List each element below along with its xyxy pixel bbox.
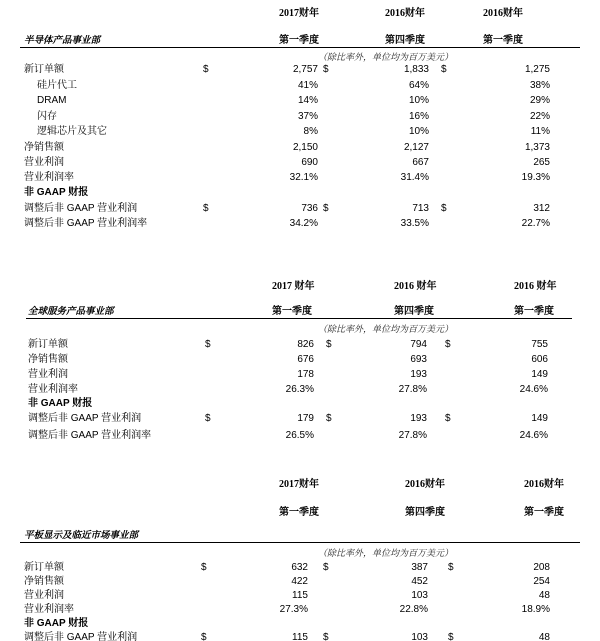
cell-value: 422 <box>291 576 308 587</box>
cell-value: 690 <box>301 157 318 168</box>
cell-value: 632 <box>291 562 308 573</box>
cell-value: 265 <box>533 157 550 168</box>
cell-value: 24.6% <box>519 430 548 441</box>
row-label: 调整后非 GAAP 营业利润 <box>24 632 138 641</box>
cell-value: 27.8% <box>398 430 427 441</box>
row-label: 闪存 <box>37 111 57 122</box>
cell-value: 10% <box>408 126 429 137</box>
row-label: 调整后非 GAAP 营业利润率 <box>24 218 148 229</box>
row-label: 硅片代工 <box>37 80 77 91</box>
cell-value: 693 <box>410 354 427 365</box>
cell-value: 193 <box>410 413 427 424</box>
cell-value: 22% <box>529 111 550 122</box>
dollar-sign: $ <box>323 203 329 214</box>
quarter-header-3: 第一季度 <box>514 306 554 317</box>
cell-value: 14% <box>297 95 318 106</box>
cell-value: 33.5% <box>400 218 429 229</box>
row-label: 营业利润 <box>28 369 68 380</box>
cell-value: 755 <box>531 339 548 350</box>
quarter-header-2: 第四季度 <box>385 35 425 46</box>
cell-value: 18.9% <box>521 604 550 615</box>
cell-value: 208 <box>533 562 550 573</box>
cell-value: 16% <box>408 111 429 122</box>
unit-note: （除比率外，单位均为百万美元） <box>318 52 454 62</box>
section-title: 半导体产品事业部 <box>24 36 101 46</box>
cell-value: 193 <box>410 369 427 380</box>
quarter-header-1: 第一季度 <box>272 306 312 317</box>
dollar-sign: $ <box>441 203 447 214</box>
unit-note: （除比率外，单位均为百万美元） <box>318 324 454 334</box>
section-title: 平板显示及临近市场事业部 <box>24 531 139 541</box>
quarter-header-2: 第四季度 <box>394 306 434 317</box>
dollar-sign: $ <box>203 64 209 75</box>
row-label: 逻辑芯片及其它 <box>37 126 107 137</box>
cell-value: 103 <box>411 632 428 641</box>
row-label: 非 GAAP 财报 <box>24 618 89 629</box>
cell-value: 103 <box>411 590 428 601</box>
year-header-1: 2017财年 <box>279 8 319 19</box>
row-label: 调整后非 GAAP 营业利润 <box>28 413 142 424</box>
quarter-header-2: 第四季度 <box>405 507 445 518</box>
year-header-2: 2016 财年 <box>394 281 437 292</box>
year-header-1: 2017财年 <box>279 479 319 490</box>
cell-value: 2,150 <box>292 142 318 153</box>
dollar-sign: $ <box>205 413 211 424</box>
cell-value: 38% <box>529 80 550 91</box>
row-label: 营业利润率 <box>24 172 74 183</box>
row-label: 新订单额 <box>28 339 68 350</box>
cell-value: 2,757 <box>292 64 318 75</box>
cell-value: 24.6% <box>519 384 548 395</box>
dollar-sign: $ <box>326 339 332 350</box>
cell-value: 115 <box>292 590 308 601</box>
row-label: DRAM <box>37 95 67 106</box>
year-header-2: 2016财年 <box>405 479 445 490</box>
cell-value: 19.3% <box>521 172 550 183</box>
cell-value: 1,373 <box>524 142 550 153</box>
year-header-3: 2016财年 <box>524 479 564 490</box>
cell-value: 11% <box>530 126 550 137</box>
cell-value: 22.8% <box>399 604 428 615</box>
dollar-sign: $ <box>323 632 329 641</box>
year-header-1: 2017 财年 <box>272 281 315 292</box>
dollar-sign: $ <box>323 562 329 573</box>
cell-value: 41% <box>297 80 318 91</box>
row-label: 新订单额 <box>24 562 64 573</box>
cell-value: 826 <box>297 339 314 350</box>
cell-value: 312 <box>533 203 550 214</box>
cell-value: 26.5% <box>285 430 314 441</box>
cell-value: 8% <box>303 126 318 137</box>
quarter-header-1: 第一季度 <box>279 35 319 46</box>
dollar-sign: $ <box>448 562 454 573</box>
dollar-sign: $ <box>448 632 454 641</box>
row-label: 非 GAAP 财报 <box>28 398 93 409</box>
cell-value: 2,127 <box>403 142 429 153</box>
cell-value: 149 <box>531 413 548 424</box>
cell-value: 27.3% <box>279 604 308 615</box>
dollar-sign: $ <box>205 339 211 350</box>
row-label: 非 GAAP 财报 <box>24 187 89 198</box>
cell-value: 736 <box>301 203 318 214</box>
quarter-header-3: 第一季度 <box>524 507 564 518</box>
header-underline <box>20 542 580 543</box>
year-header-3: 2016财年 <box>483 8 523 19</box>
dollar-sign: $ <box>445 339 451 350</box>
dollar-sign: $ <box>326 413 332 424</box>
cell-value: 676 <box>297 354 314 365</box>
cell-value: 22.7% <box>521 218 550 229</box>
row-label: 营业利润率 <box>24 604 74 615</box>
cell-value: 48 <box>538 590 550 601</box>
dollar-sign: $ <box>323 64 329 75</box>
row-label: 营业利润率 <box>28 384 78 395</box>
cell-value: 1,275 <box>524 64 550 75</box>
cell-value: 37% <box>297 111 318 122</box>
row-label: 净销售额 <box>24 142 64 153</box>
cell-value: 64% <box>408 80 429 91</box>
quarter-header-3: 第一季度 <box>483 35 523 46</box>
row-label: 营业利润 <box>24 157 64 168</box>
cell-value: 1,833 <box>403 64 429 75</box>
cell-value: 179 <box>297 413 314 424</box>
dollar-sign: $ <box>203 203 209 214</box>
cell-value: 149 <box>531 369 548 380</box>
cell-value: 713 <box>412 203 429 214</box>
dollar-sign: $ <box>201 562 207 573</box>
cell-value: 34.2% <box>289 218 318 229</box>
cell-value: 32.1% <box>289 172 318 183</box>
cell-value: 178 <box>297 369 314 380</box>
cell-value: 26.3% <box>285 384 314 395</box>
cell-value: 31.4% <box>400 172 429 183</box>
section-title: 全球服务产品事业部 <box>28 307 114 317</box>
row-label: 调整后非 GAAP 营业利润率 <box>28 430 152 441</box>
cell-value: 452 <box>411 576 428 587</box>
cell-value: 48 <box>538 632 550 641</box>
dollar-sign: $ <box>441 64 447 75</box>
cell-value: 667 <box>412 157 429 168</box>
cell-value: 794 <box>410 339 427 350</box>
dollar-sign: $ <box>201 632 207 641</box>
row-label: 新订单额 <box>24 64 64 75</box>
cell-value: 606 <box>531 354 548 365</box>
cell-value: 254 <box>533 576 550 587</box>
year-header-2: 2016财年 <box>385 8 425 19</box>
unit-note: （除比率外，单位均为百万美元） <box>318 548 454 558</box>
cell-value: 27.8% <box>398 384 427 395</box>
row-label: 营业利润 <box>24 590 64 601</box>
quarter-header-1: 第一季度 <box>279 507 319 518</box>
year-header-3: 2016 财年 <box>514 281 557 292</box>
cell-value: 29% <box>529 95 550 106</box>
row-label: 净销售额 <box>24 576 64 587</box>
cell-value: 115 <box>292 632 308 641</box>
dollar-sign: $ <box>445 413 451 424</box>
row-label: 净销售额 <box>28 354 68 365</box>
cell-value: 10% <box>408 95 429 106</box>
cell-value: 387 <box>411 562 428 573</box>
row-label: 调整后非 GAAP 营业利润 <box>24 203 138 214</box>
